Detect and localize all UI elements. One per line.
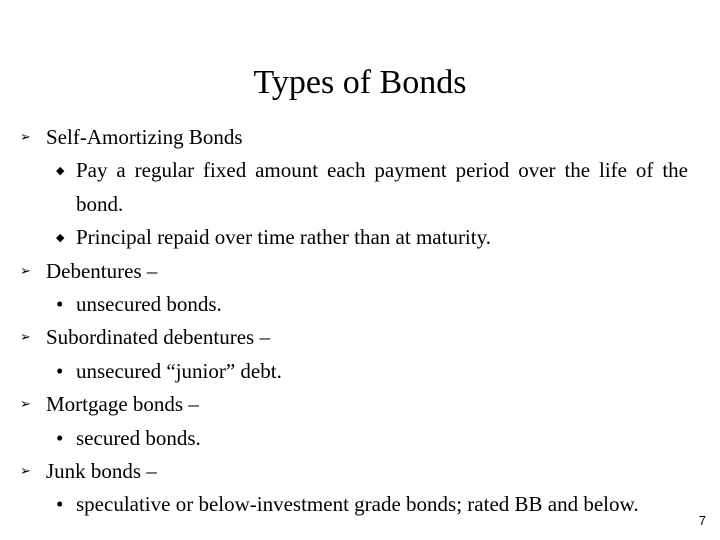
sub-bullet-item bbox=[20, 221, 700, 254]
bullet-text: Debentures – bbox=[46, 258, 158, 283]
sub-bullet-text: secured bonds. bbox=[76, 425, 201, 450]
dot-bullet-icon: • bbox=[56, 292, 64, 317]
slide-title: Types of Bonds bbox=[253, 64, 467, 101]
arrow-bullet-icon: ➢ bbox=[20, 263, 31, 279]
sub-bullet-item bbox=[20, 288, 700, 321]
bullet-item bbox=[20, 121, 700, 154]
sub-bullet-item bbox=[20, 355, 700, 388]
arrow-bullet-icon: ➢ bbox=[20, 397, 31, 413]
bullet-item bbox=[20, 455, 700, 488]
bullet-item bbox=[20, 388, 700, 421]
bullet-text: Self-Amortizing Bonds bbox=[46, 125, 243, 149]
dot-bullet-icon: • bbox=[56, 425, 64, 450]
sub-bullet-text: unsecured bonds. bbox=[76, 292, 222, 317]
arrow-bullet-icon: ➢ bbox=[20, 330, 31, 346]
sub-bullet-item bbox=[20, 422, 700, 455]
sub-bullet-item bbox=[20, 154, 688, 221]
sub-bullet-text: Pay a regular fixed amount each payment period over the life of the bond. bbox=[76, 158, 688, 216]
bullet-text: Mortgage bonds – bbox=[46, 392, 199, 417]
arrow-bullet-icon: ➢ bbox=[20, 130, 31, 145]
bullet-item bbox=[20, 255, 700, 288]
diamond-bullet-icon: ◆ bbox=[56, 164, 65, 178]
bullet-list bbox=[20, 121, 700, 522]
bullet-item bbox=[20, 321, 700, 354]
sub-bullet-text: unsecured “junior” debt. bbox=[76, 358, 282, 383]
bullet-text: Junk bonds – bbox=[46, 459, 157, 484]
diamond-bullet-icon: ◆ bbox=[56, 231, 65, 245]
sub-bullet-text: speculative or below-investment grade bonds; rated BB and below. bbox=[76, 492, 639, 517]
dot-bullet-icon: • bbox=[56, 358, 64, 383]
page-number: 7 bbox=[698, 513, 706, 528]
sub-bullet-text: Principal repaid over time rather than at maturity. bbox=[76, 225, 491, 250]
sub-bullet-item bbox=[20, 488, 700, 521]
arrow-bullet-icon: ➢ bbox=[20, 464, 31, 480]
bullet-text: Subordinated debentures – bbox=[46, 325, 270, 350]
dot-bullet-icon: • bbox=[56, 492, 64, 517]
